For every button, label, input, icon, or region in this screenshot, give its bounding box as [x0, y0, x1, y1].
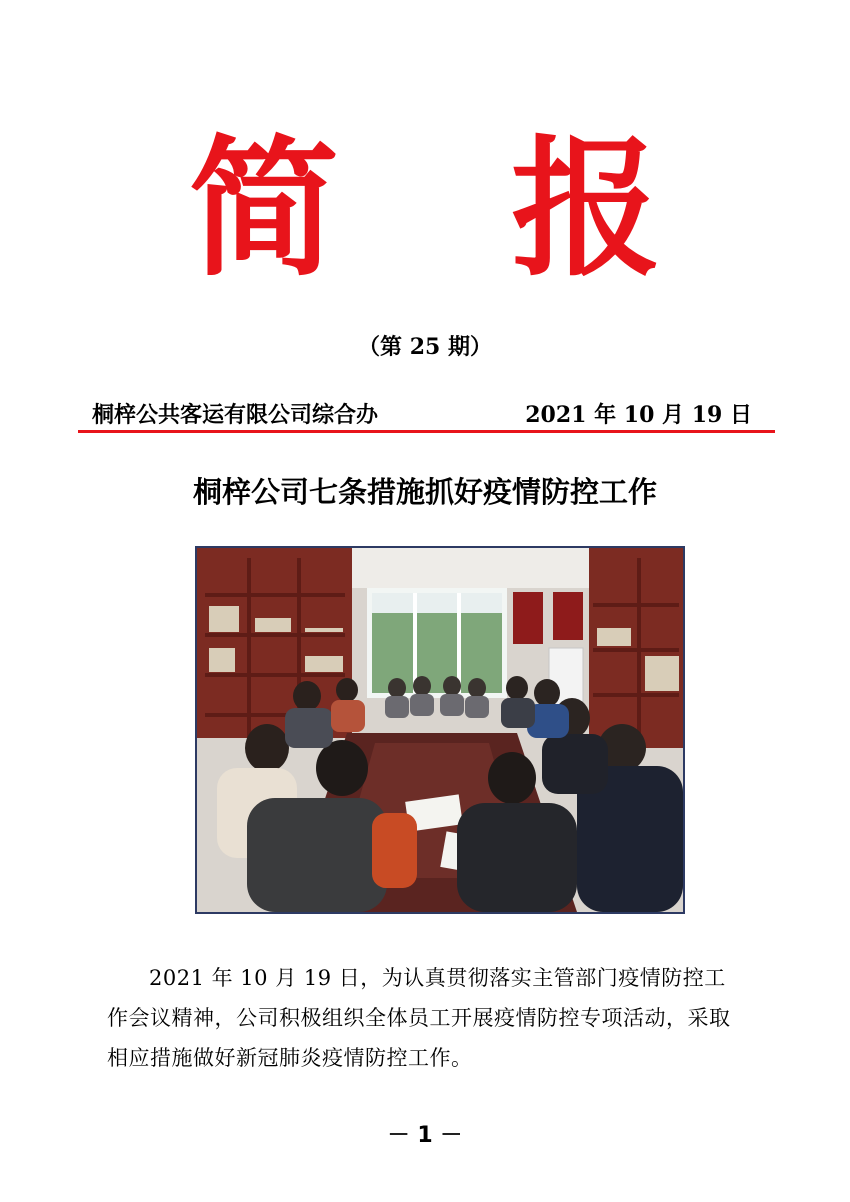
masthead-title: 简 报	[188, 123, 722, 297]
issue-date: 2021 年 10 月 19 日	[525, 402, 752, 428]
header-divider	[78, 430, 775, 433]
page-number: － 1 －	[387, 1123, 463, 1148]
issue-number: （第 25 期）	[358, 334, 492, 360]
article-paragraph: 2021 年 10 月 19 日，为认真贯彻落实主管部门疫情防控工作会议精神，公司积极组织全体员工开展疫情防控专项活动，采取相应措施做好新冠肺炎疫情防控工作。	[107, 966, 731, 1070]
meeting-photo-illustration	[197, 548, 683, 912]
article-headline: 桐梓公司七条措施抓好疫情防控工作	[192, 475, 657, 509]
meeting-photo	[195, 546, 685, 914]
issuing-organization: 桐梓公共客运有限公司综合办	[92, 402, 379, 428]
